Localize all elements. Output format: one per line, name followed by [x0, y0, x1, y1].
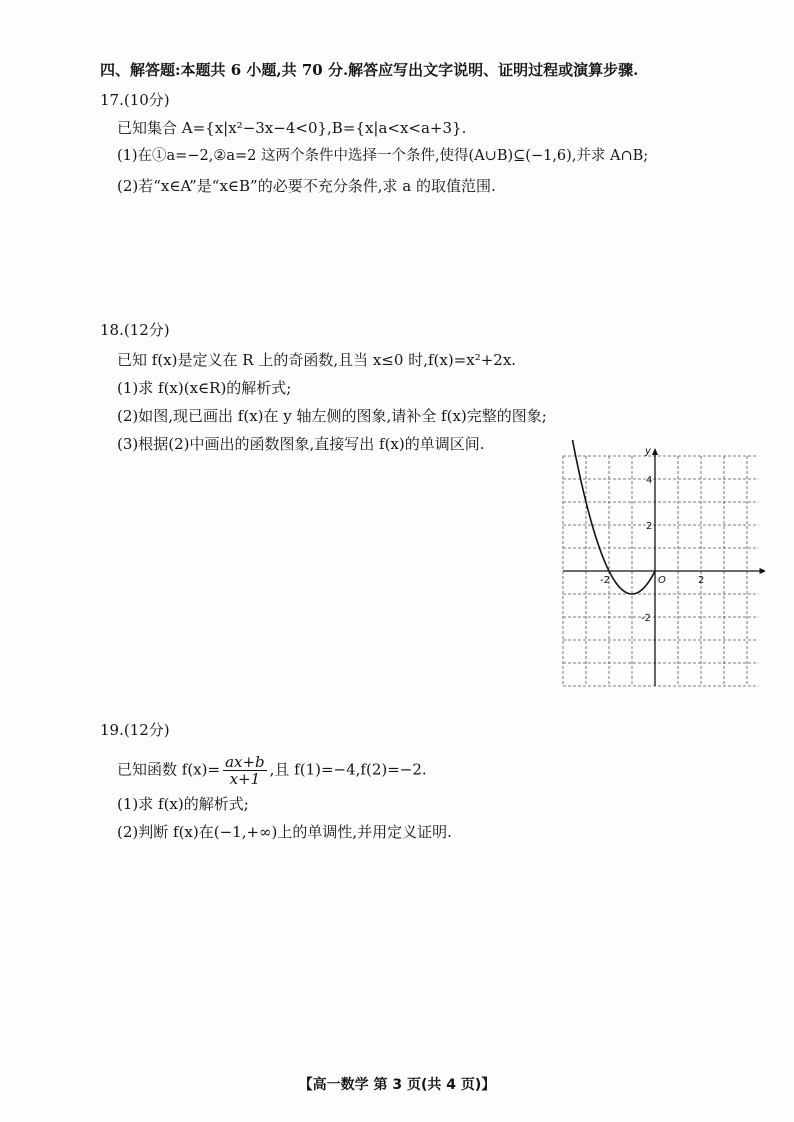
tick-label-x-2: 2	[698, 575, 705, 586]
q17-line-1: 已知集合 A={x|x²−3x−4<0},B={x|a<x<a+3}.	[117, 119, 467, 137]
q19-line-1	[117, 754, 427, 787]
q18-line-1: 已知 f(x)是定义在 R 上的奇函数,且当 x≤0 时,f(x)=x²+2x.	[117, 351, 517, 369]
q18-line-2: (1)求 f(x)(x∈R)的解析式;	[117, 379, 292, 397]
q18-line-3: (2)如图,现已画出 f(x)在 y 轴左侧的图象,请补全 f(x)完整的图象;	[117, 407, 547, 425]
y-axis-label: y	[645, 446, 651, 457]
tick-label-y-2: 2	[646, 521, 653, 532]
q18-header: 18.(12分)	[100, 321, 170, 339]
q17-line-2: (1)在①a=−2,②a=2 这两个条件中选择一个条件,使得(A∪B)⊆(−1,6),并求 A∩B;	[117, 148, 649, 164]
fraction-denominator: x+1	[229, 770, 261, 788]
q19-line-1-prefix: 已知函数 f(x)=	[117, 760, 221, 779]
q19-line-2: (1)求 f(x)的解析式;	[117, 795, 249, 813]
q19-line-1-suffix: ,且 f(1)=−4,f(2)=−2.	[269, 760, 427, 779]
tick-label-y-4: 4	[646, 475, 653, 486]
section-title: 四、解答题:本题共 6 小题,共 70 分.解答应写出文字说明、证明过程或演算步骤.	[100, 61, 639, 79]
fraction-numerator: ax+b	[225, 753, 265, 771]
origin-label: O	[658, 575, 666, 586]
q19-line-3: (2)判断 f(x)在(−1,+∞)上的单调性,并用定义证明.	[117, 823, 452, 841]
tick-label-y-neg2: -2	[641, 613, 651, 624]
q19-header: 19.(12分)	[100, 721, 170, 739]
y-axis-arrow-icon	[652, 448, 658, 455]
fraction	[223, 754, 267, 787]
q18-line-4: (3)根据(2)中画出的函数图象,直接写出 f(x)的单调区间.	[117, 435, 485, 453]
q17-line-3: (2)若“x∈A”是“x∈B”的必要不充分条件,求 a 的取值范围.	[117, 177, 496, 195]
tick-label-x-neg2: -2	[600, 575, 610, 586]
x-axis-arrow-icon	[760, 568, 766, 574]
q17-header: 17.(10分)	[100, 91, 170, 109]
page-footer: 【高一数学 第 3 页(共 4 页)】	[298, 1077, 496, 1093]
function-graph	[555, 440, 765, 690]
